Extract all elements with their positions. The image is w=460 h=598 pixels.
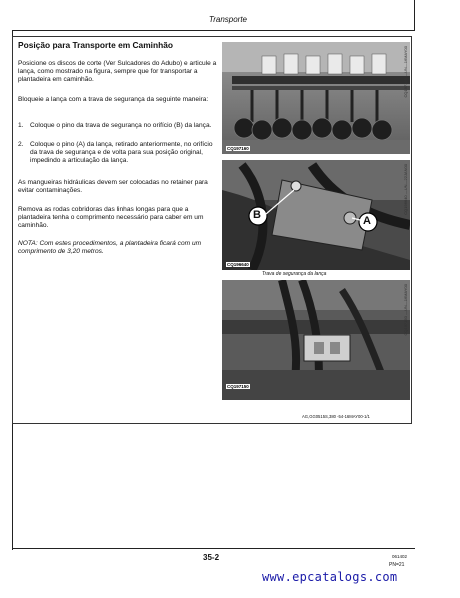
safety-lock-illustration <box>222 160 410 270</box>
page-number: 35-2 <box>203 553 220 562</box>
paragraph-wheels: Remova as rodas cobridoras das linhas longas para que a plantadeira tenha o comprimento necessário para caber em um caminhão. <box>18 206 204 230</box>
photo-planter-discs <box>222 42 410 154</box>
footer-pn: PN=21 <box>389 562 405 568</box>
note: NOTA: Com estes procedimentos, a plantadeira ficará com um comprimento de 3,20 metros. <box>18 240 202 256</box>
header-right-rule <box>414 0 415 30</box>
figure-side-code: CQ196640 —UN—22JAN00 <box>403 164 408 215</box>
hose-retainer-illustration <box>222 280 410 400</box>
figure-side-code: CQ197150 —UN—16MAY00 <box>403 284 408 336</box>
figure-caption: Trava de segurança da lança <box>262 271 327 277</box>
header-title: Transporte <box>208 15 247 24</box>
figure-side-code: CQ197160 —UN—16MAY00 <box>403 46 408 98</box>
photo-hose-retainer <box>222 280 410 400</box>
step-number: 1. <box>18 122 24 129</box>
paragraph-lock: Bloqueie a lança com a trava de segurança da seguinte maneira: <box>18 96 209 103</box>
footer-rule <box>12 548 415 549</box>
planter-discs-illustration <box>222 42 410 154</box>
step-item <box>18 141 218 166</box>
reference-code: AG,GG0515S,380 -54-16MAY00-1/1 <box>302 414 370 419</box>
watermark: www.epcatalogs.com <box>262 570 398 584</box>
paragraph-hoses: As mangueiras hidráulicas devem ser colocadas no retainer para evitar contaminações. <box>18 179 208 195</box>
step-text: Coloque o pino da trava de segurança no orifício (B) da lança. <box>30 122 212 129</box>
figure-code: CQ197150 <box>227 384 249 389</box>
step-number: 2. <box>18 141 24 148</box>
footer-date: 061402 <box>392 554 408 559</box>
step-item <box>18 122 218 130</box>
label-a: A <box>363 215 371 227</box>
paragraph-discs: Posicione os discos de corte (Ver Sulcadores do Adubo) e articule a lança, como mostrado na figura, sempre que for transportar a plantadeira em caminhão. <box>18 60 217 84</box>
figure-code: CQ197160 <box>227 146 249 151</box>
figure-code: CQ196640 <box>227 262 249 267</box>
photo-safety-lock <box>222 160 410 270</box>
label-b: B <box>253 209 261 221</box>
page-header <box>12 14 415 31</box>
section-title: Posição para Transporte em Caminhão <box>18 40 173 50</box>
step-text: Coloque o pino (A) da lança, retirado anteriormente, no orifício da trava de segurança e de volta para sua posição original, impedindo a articulação da lança. <box>30 141 213 165</box>
